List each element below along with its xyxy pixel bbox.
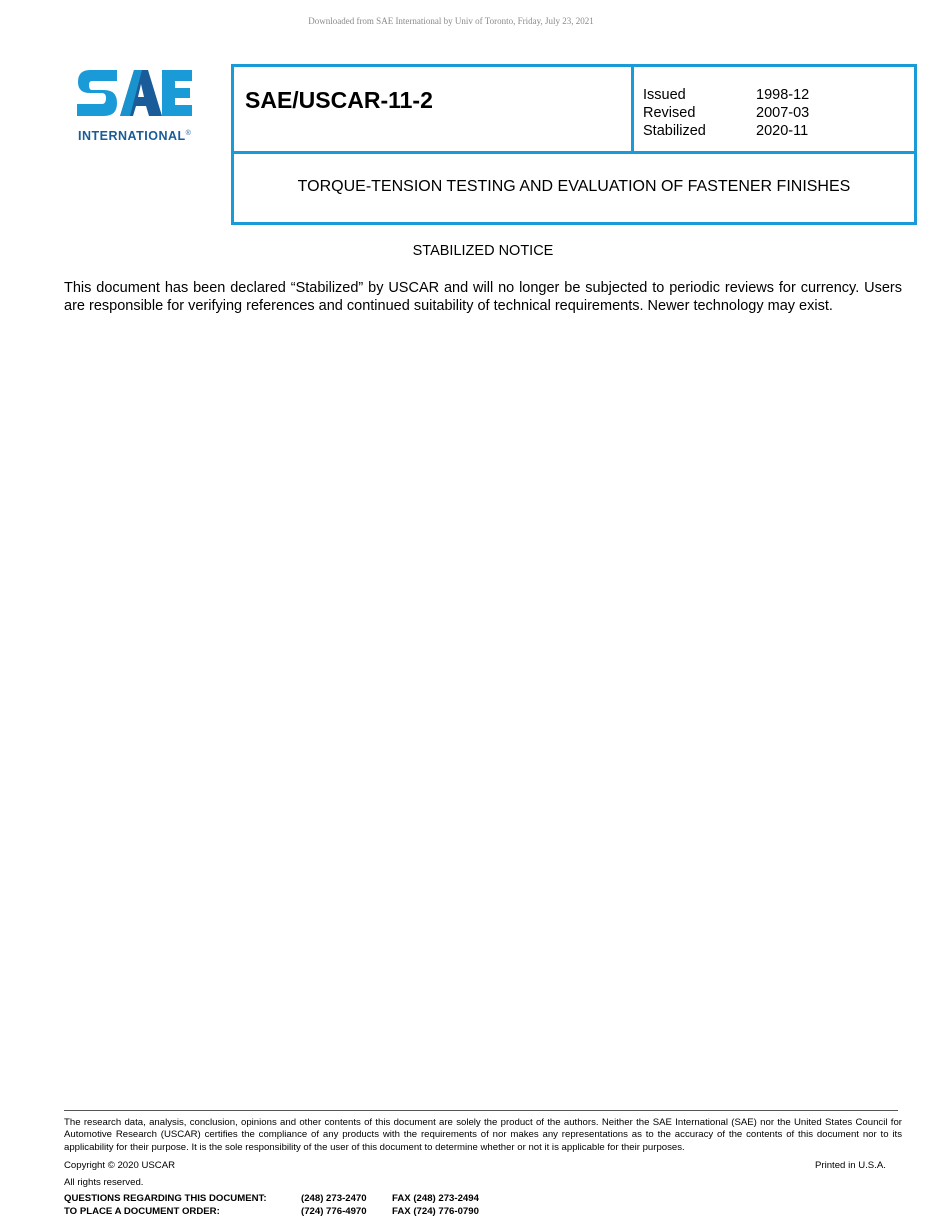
rights-reserved: All rights reserved.: [64, 1177, 144, 1188]
document-dates: [643, 86, 809, 140]
revised-value: 2007-03: [756, 105, 810, 121]
contact-row-order: [64, 1206, 479, 1219]
stabilized-row: [643, 122, 809, 140]
issued-value: 1998-12: [756, 87, 810, 103]
copyright-notice: Copyright © 2020 USCAR: [64, 1160, 176, 1171]
sae-logo-mark: [76, 66, 194, 122]
download-watermark: Downloaded from SAE International by Univ of Toronto, Friday, July 23, 2021: [308, 16, 594, 26]
stabilized-notice-heading: STABILIZED NOTICE: [412, 243, 554, 259]
footer-divider: [64, 1110, 898, 1111]
contact-info: [64, 1193, 479, 1218]
contact-label: QUESTIONS REGARDING THIS DOCUMENT:: [64, 1193, 267, 1204]
header-divider: [631, 67, 634, 151]
contact-phone: (724) 776-4970: [301, 1205, 367, 1217]
contact-fax: FAX (724) 776-0790: [392, 1205, 479, 1217]
contact-row-questions: [64, 1193, 479, 1206]
contact-phone: (248) 273-2470: [301, 1193, 367, 1204]
document-header-box: [231, 64, 917, 225]
stabilized-label: Stabilized: [643, 123, 706, 139]
printed-in: Printed in U.S.A.: [815, 1160, 886, 1171]
footer-disclaimer: The research data, analysis, conclusion, opinions and other contents of this document are solely the product of the authors. Neither the SAE International (SAE) nor the United States Council for Automotive Research (USCAR) certifies the compliance of any products with the requirements of nor makes any representations as to the accuracy of the contents of this document nor to its applicability for their purpose. It is the sole responsibility of the user of this document to determine whether or not it is applicable for their purposes.: [64, 1117, 902, 1153]
revised-label: Revised: [643, 105, 696, 121]
sae-international-logo: [76, 66, 202, 146]
issued-label: Issued: [643, 87, 686, 103]
header-top-row: [234, 67, 914, 154]
document-number: SAE/USCAR-11-2: [245, 87, 433, 113]
document-title: TORQUE-TENSION TESTING AND EVALUATION OF FASTENER FINISHES: [297, 178, 851, 195]
stabilized-value: 2020-11: [756, 123, 809, 139]
contact-fax: FAX (248) 273-2494: [392, 1193, 479, 1204]
contact-label: TO PLACE A DOCUMENT ORDER:: [64, 1205, 220, 1217]
issued-row: [643, 86, 809, 104]
revised-row: [643, 104, 809, 122]
stabilized-notice-body: This document has been declared “Stabilized” by USCAR and will no longer be subjected to periodic reviews for currency. Users are responsible for verifying references and continued suitability of technical requirements. Newer technology may exist.: [64, 280, 902, 314]
logo-caption: INTERNATIONAL®: [78, 129, 192, 143]
